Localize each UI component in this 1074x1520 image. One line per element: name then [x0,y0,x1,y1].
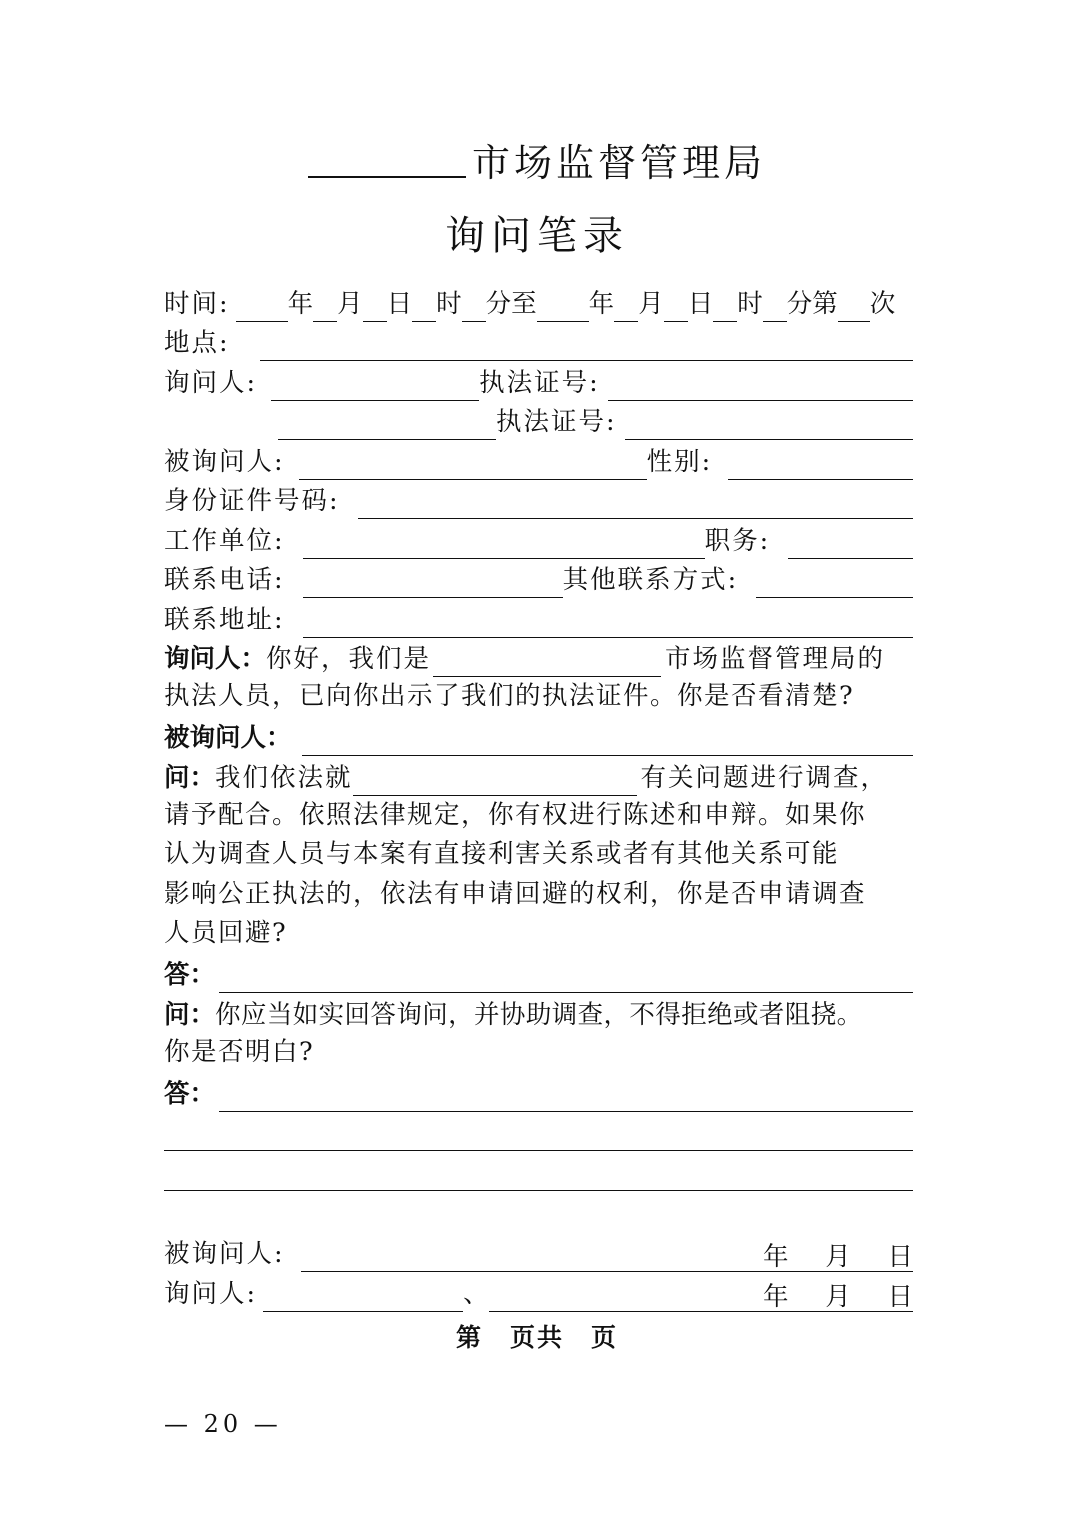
answer1-speaker: 答： [164,960,216,990]
inquirer-name-field-2[interactable] [278,409,496,440]
question1-line-3: 认为调查人员与本案有直接利害关系或者有其他关系可能 [164,839,840,869]
time-year-blank[interactable] [236,291,288,322]
place-label: 地点: [164,328,230,358]
id-number-label: 身份证件号码: [164,486,340,516]
time-row [164,282,913,322]
unit-hour-2: 时 [737,288,763,319]
session-count-blank[interactable] [838,291,870,322]
inquirer-sign-date[interactable] [759,1279,913,1312]
question1-speaker: 问： [164,762,216,793]
answer2-row-2 [164,1112,913,1152]
other-contact-field[interactable] [756,567,913,598]
work-unit-field[interactable] [303,528,705,559]
inquirer-name-field[interactable] [271,370,479,401]
question2-text-a: 你应当如实回答询问，并协助调查，不得拒绝或者阻挠。 [215,999,863,1030]
time-end-month-blank[interactable] [614,291,638,322]
question1-text-b: 有关问题进行调查， [640,762,889,793]
phone-row [164,559,913,599]
gender-label: 性别: [646,446,713,477]
other-contact-label: 其他联系方式: [562,565,739,595]
time-end-minute-blank[interactable] [763,291,787,322]
phone-label: 联系电话: [164,565,285,595]
unit-day: 日 [386,288,413,319]
inquiree-row [164,440,913,480]
time-month-blank[interactable] [313,291,337,322]
time-end-year-blank[interactable] [537,291,589,322]
unit-year: 年 [287,288,314,319]
question1-line-5: 人员回避? [164,918,288,948]
inquiree-name-field[interactable] [299,449,647,480]
time-day-blank[interactable] [363,291,387,322]
question2-line-2: 你是否明白? [164,1036,315,1067]
agency-title-suffix: 市场监督管理局 [471,141,766,185]
answer2-field-2[interactable] [164,1120,913,1151]
cert-number-field-2[interactable] [625,409,913,440]
phone-field[interactable] [303,567,563,598]
inquiree-signature-row [164,1232,913,1272]
cert-number-label-2: 执法证号: [496,407,617,437]
inquiree-label: 被询问人: [164,446,285,477]
day-label: 日 [887,1282,913,1312]
inquirer-label: 询问人: [164,367,258,398]
answer2-row [164,1072,913,1112]
page-number: — 20 — [164,1410,282,1438]
inquirer-signature-field-1[interactable] [263,1279,463,1312]
reply-row [164,717,913,757]
intro-text-b: 市场监督管理局的 [665,644,886,674]
cert-number-label: 执法证号: [479,367,600,398]
address-row [164,598,913,638]
address-label: 联系地址: [164,604,285,635]
unit-year-2: 年 [588,288,615,319]
answer2-field-3[interactable] [164,1160,913,1191]
time-hour-blank[interactable] [412,291,436,322]
answer2-field[interactable] [219,1081,913,1112]
signature-separator: 、 [463,1279,489,1309]
agency-title [0,138,1074,188]
work-row [164,519,913,559]
year-label: 年 [763,1282,789,1312]
month-label: 月 [825,1282,851,1312]
intro-agency-blank[interactable] [433,646,661,677]
question1-text-a: 我们依法就 [215,762,353,793]
signature-block [164,1232,913,1312]
unit-minute-nth: 分第 [786,288,838,319]
inquirer-signature-row [164,1272,913,1312]
id-number-field[interactable] [358,488,913,519]
question1-line-2: 请予配合。依照法律规定，你有权进行陈述和申辩。如果你 [164,799,867,830]
answer2-row-3 [164,1151,913,1191]
time-minute-blank[interactable] [462,291,486,322]
reply-field[interactable] [302,725,913,756]
document-title: 询问笔录 [445,213,629,259]
unit-day-2: 日 [687,288,714,319]
cert-number-field[interactable] [608,370,913,401]
time-end-day-blank[interactable] [664,291,688,322]
inquirer-row [164,361,913,401]
question2-line-1 [164,993,913,1033]
id-row [164,480,913,520]
reply-speaker: 被询问人： [164,723,292,753]
unit-minute-to: 分至 [485,288,537,319]
form-body [164,282,913,1191]
question1-line-4: 影响公正执法的，依法有申请回避的权利，你是否申请调查 [164,878,867,909]
inquiree-sign-label: 被询问人: [164,1239,285,1269]
unit-hour: 时 [436,288,462,319]
gender-field[interactable] [728,449,913,480]
unit-month-2: 月 [638,288,664,319]
place-row [164,322,913,362]
intro-speaker: 询问人： [164,644,267,674]
inquiree-sign-date[interactable] [759,1239,913,1272]
unit-month: 月 [337,288,363,319]
position-field[interactable] [788,528,913,559]
address-field[interactable] [303,607,913,638]
case-matter-blank[interactable] [353,765,637,796]
unit-times: 次 [869,288,896,319]
position-label: 职务: [704,525,771,556]
inquirer-sign-label: 询问人: [164,1279,258,1309]
inquirer-row-2 [164,401,913,441]
intro-text-a: 你好，我们是 [266,644,432,674]
intro-line-2: 执法人员，已向你出示了我们的执法证件。你是否看清楚? [164,681,855,711]
year-label: 年 [763,1242,789,1272]
inquiree-signature-field[interactable] [301,1239,759,1272]
work-unit-label: 工作单位: [164,525,285,556]
question2-speaker: 问： [164,999,216,1030]
question1-line-1 [164,756,913,796]
inquirer-signature-field-2[interactable] [489,1279,759,1312]
time-end-hour-blank[interactable] [713,291,737,322]
answer2-speaker: 答： [164,1078,216,1109]
page-counter: 第 页共 页 [455,1323,618,1352]
answer1-row [164,954,913,994]
month-label: 月 [825,1242,851,1272]
place-field[interactable] [260,330,913,361]
time-label: 时间: [164,288,230,319]
day-label: 日 [887,1242,913,1272]
intro-line-1 [164,638,913,678]
answer1-field[interactable] [219,962,913,993]
agency-name-blank[interactable] [308,138,466,178]
